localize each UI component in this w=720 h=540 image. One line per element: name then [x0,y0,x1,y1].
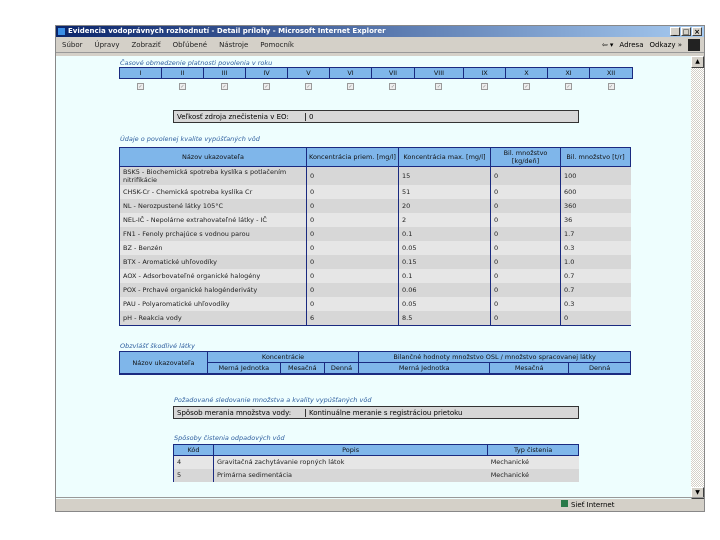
value-cell: 0.3 [561,241,631,255]
indicator-name: BZ - Benzén [120,241,307,255]
window-title: Evidencia vodoprávnych rozhodnutí - Detail prílohy - Microsoft Internet Explorer [68,27,386,35]
ie-icon [58,28,65,35]
cleaning-header: Popis [214,445,488,456]
scroll-down-button[interactable]: ▼ [691,487,704,499]
menu-tools[interactable]: Nástroje [219,40,249,49]
value-cell: 0 [561,311,631,325]
cleaning-cell: Gravitačná zachytávanie ropných látok [214,456,488,469]
value-cell: 0.05 [399,297,491,311]
month-cell [506,79,548,94]
value-cell: 15 [399,167,491,186]
month-header: XII [590,68,633,79]
indicator-name: CHSK-Cr - Chemická spotreba kyslíka Cr [120,185,307,199]
month-header: VIII [414,68,463,79]
indicator-name: BTX - Aromatické uhľovodíky [120,255,307,269]
value-cell: 360 [561,199,631,213]
table-row [120,213,631,227]
table-row [120,255,631,269]
sub-header: Mesačná [280,363,324,375]
value-cell: 20 [399,199,491,213]
value-cell: 0 [491,241,561,255]
month-cell [414,79,463,94]
month-checkbox[interactable]: ✓ [390,84,396,90]
table-row [120,167,631,186]
value-cell: 0 [307,283,399,297]
table-row [120,311,631,325]
indicator-name: FN1 - Fenoly prchajúce s vodnou parou [120,227,307,241]
month-cell [246,79,288,94]
month-cell [288,79,330,94]
months-table [119,67,633,93]
source-size-label: Veľkosť zdroja znečistenia v EO: [174,113,306,121]
indicator-name: pH - Reakcia vody [120,311,307,325]
cleaning-title: Spôsoby čistenia odpadových vôd [174,434,285,442]
cleaning-cell: Mechanické [488,469,579,482]
table-row [120,185,631,199]
value-cell: 8.5 [399,311,491,325]
vertical-scrollbar[interactable] [691,56,704,499]
month-cell [162,79,204,94]
month-checkbox[interactable]: ✓ [180,84,185,90]
sub-header: Merná Jednotka [207,363,280,375]
value-cell: 6 [307,311,399,325]
quality-header: Názov ukazovateľa [120,148,307,167]
value-cell: 0 [491,297,561,311]
globe-icon [561,500,568,507]
monitoring-label: Spôsob merania množstva vody: [174,409,306,417]
month-cell [330,79,372,94]
value-cell: 0.7 [561,269,631,283]
month-cell [120,79,162,94]
maximize-button[interactable]: □ [682,28,690,36]
minimize-button[interactable]: _ [670,27,680,36]
links-button[interactable]: Odkazy » [649,40,682,49]
value-cell: 0 [491,255,561,269]
month-checkbox[interactable]: ✓ [306,84,311,90]
value-cell: 2 [399,213,491,227]
source-size-row [173,110,579,123]
month-cell [548,79,590,94]
value-cell: 0 [307,185,399,199]
address-label[interactable]: Adresa [619,40,644,49]
source-size-value: 0 [309,112,314,121]
quality-header: Koncentrácia max. [mg/l] [399,148,491,167]
value-cell: 0 [491,213,561,227]
value-cell: 0 [491,269,561,283]
toxic-conc-header: Koncentrácie [207,352,358,363]
status-zone [561,500,614,509]
month-cell [372,79,415,94]
toxic-name-header: Názov ukazovateľa [120,352,208,375]
month-checkbox[interactable]: ✓ [482,84,487,90]
indicator-name: BSK5 - Biochemická spotreba kyslíka s potlačením nitrifikácie [120,167,307,186]
month-checkbox[interactable]: ✓ [524,84,529,90]
table-row [120,269,631,283]
value-cell: 100 [561,167,631,186]
month-checkbox[interactable]: ✓ [138,84,143,90]
value-cell: 0 [307,269,399,283]
page-content [56,56,693,499]
value-cell: 0 [307,227,399,241]
table-row [120,283,631,297]
month-cell [464,79,506,94]
cleaning-cell: Mechanické [488,456,579,469]
indicator-name: NEL-IČ - Nepolárne extrahovateľné látky - IČ [120,213,307,227]
month-checkbox[interactable]: ✓ [566,84,571,90]
value-cell: 0.15 [399,255,491,269]
value-cell: 0 [491,167,561,186]
toxic-balance-header: Bilančné hodnoty množstvo OSL / množstvo spracovanej látky [359,352,631,363]
month-header: IX [464,68,506,79]
value-cell: 0.3 [561,297,631,311]
toxic-table [119,351,631,375]
back-button[interactable]: ⇦ ▾ [601,40,614,49]
indicator-name: AOX - Adsorbovateľné organické halogény [120,269,307,283]
indicator-name: POX - Prchavé organické halogénderiváty [120,283,307,297]
value-cell: 0 [491,283,561,297]
value-cell: 0 [491,227,561,241]
month-header: X [506,68,548,79]
sub-header: Denná [324,363,358,375]
value-cell: 36 [561,213,631,227]
indicator-name: PAU - Polyaromatické uhľovodíky [120,297,307,311]
quality-header: Koncentrácia priem. [mg/l] [307,148,399,167]
month-cell [590,79,633,94]
menu-favorites[interactable]: Obľúbené [172,40,208,49]
value-cell: 0.1 [399,269,491,283]
month-header: IV [246,68,288,79]
month-header: V [288,68,330,79]
quality-header: Bil. množstvo [t/r] [561,148,631,167]
monitoring-row [173,406,579,419]
value-cell: 51 [399,185,491,199]
table-row [120,241,631,255]
value-cell: 0.1 [399,227,491,241]
month-header: III [204,68,246,79]
quality-header: Bil. množstvo [kg/deň] [491,148,561,167]
value-cell: 0 [307,199,399,213]
cleaning-table [173,444,579,482]
close-button[interactable]: × [692,27,702,36]
menu-file[interactable]: Súbor [62,40,83,49]
indicator-name: NL - Nerozpustené látky 105°C [120,199,307,213]
month-checkbox[interactable]: ✓ [436,84,442,90]
quality-title: Údaje o povolenej kvalite vypúšťaných vôd [120,135,260,143]
monitoring-title: Požadované sledovanie množstva a kvality vypúšťaných vôd [174,396,372,404]
value-cell: 0 [307,241,399,255]
table-row [174,456,579,469]
value-cell: 0 [491,199,561,213]
menu-edit[interactable]: Úpravy [94,40,120,49]
value-cell: 0 [307,167,399,186]
cleaning-cell: Primárna sedimentácia [214,469,488,482]
month-header: VII [372,68,415,79]
month-header: XI [548,68,590,79]
value-cell: 1.7 [561,227,631,241]
cleaning-header: Typ čistenia [488,445,579,456]
value-cell: 0 [491,311,561,325]
value-cell: 0 [307,255,399,269]
title-bar [56,26,704,37]
value-cell: 0 [491,185,561,199]
value-cell: 0 [307,213,399,227]
status-bar [56,497,704,511]
menu-help[interactable]: Pomocník [260,40,294,49]
month-checkbox[interactable]: ✓ [264,84,269,90]
month-checkbox[interactable]: ✓ [348,84,353,90]
sub-header: Denná [569,363,631,375]
month-header: VI [330,68,372,79]
value-cell: 0.05 [399,241,491,255]
sub-header: Merná Jednotka [359,363,490,375]
table-row [120,227,631,241]
value-cell: 0.06 [399,283,491,297]
table-row [174,469,579,482]
table-row [120,297,631,311]
monitoring-value: Kontinuálne meranie s registráciou prietoku [309,408,463,417]
month-header: I [120,68,162,79]
month-cell [204,79,246,94]
quality-table [119,147,631,326]
menu-bar [56,37,704,53]
scroll-up-button[interactable]: ▲ [691,56,704,68]
sub-header: Mesačná [490,363,569,375]
windows-logo-icon [688,39,700,51]
month-header: II [162,68,204,79]
menu-view[interactable]: Zobraziť [131,40,161,49]
cleaning-cell: 5 [174,469,214,482]
toxic-title: Obzvlášť škodlivé látky [120,342,196,350]
month-checkbox[interactable]: ✓ [608,84,614,90]
month-checkbox[interactable]: ✓ [222,84,227,90]
value-cell: 1.0 [561,255,631,269]
table-row [120,199,631,213]
cleaning-cell: 4 [174,456,214,469]
zone-label: Sieť Internet [571,501,615,509]
value-cell: 600 [561,185,631,199]
value-cell: 0.7 [561,283,631,297]
cleaning-header: Kód [174,445,214,456]
value-cell: 0 [307,297,399,311]
months-title: Časové obmedzenie platnosti povolenia v roku [120,59,273,67]
browser-window [55,25,705,512]
